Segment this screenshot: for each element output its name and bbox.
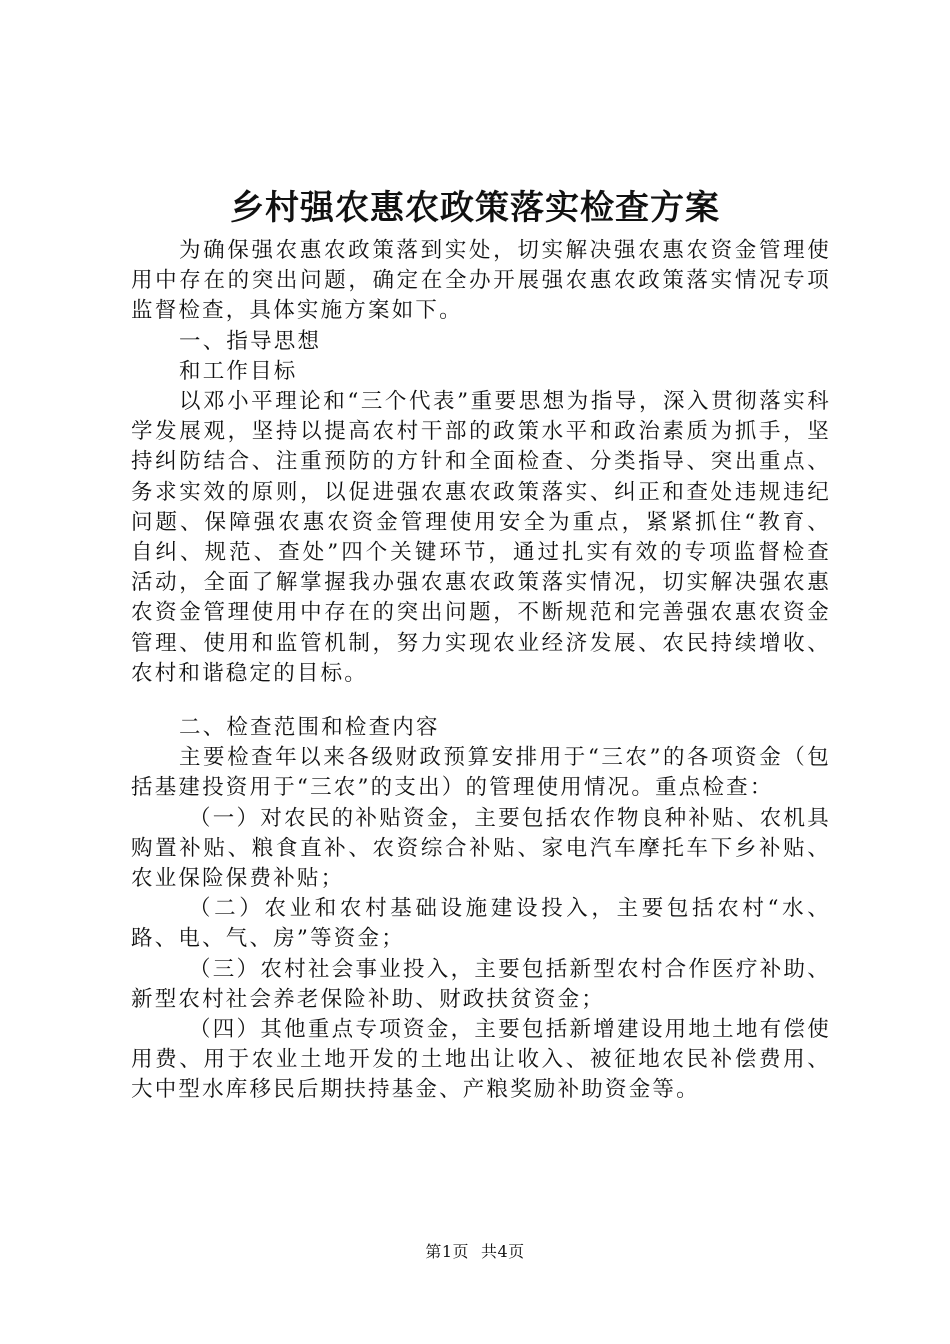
list-item-2: （二）农业和农村基础设施建设投入，主要包括农村“水、路、电、气、房”等资金； bbox=[131, 896, 831, 952]
page-total: 共4页 bbox=[481, 1242, 525, 1261]
section1-heading-continued: 和工作目标 bbox=[179, 358, 298, 384]
list-item-3: （三）农村社会事业投入，主要包括新型农村合作医疗补助、新型农村社会养老保险补助、财政扶贫资金； bbox=[131, 956, 831, 1012]
section2-body: 主要检查年以来各级财政预算安排用于“三农”的各项资金（包括基建投资用于“三农”的支出）的管理使用情况。重点检查： bbox=[131, 745, 831, 801]
page-footer bbox=[0, 1241, 950, 1263]
list-item-1: （一）对农民的补贴资金，主要包括农作物良种补贴、农机具购置补贴、粮食直补、农资综合补贴、家电汽车摩托车下乡补贴、农业保险保费补贴； bbox=[131, 805, 831, 892]
section1-heading: 一、指导思想 bbox=[179, 328, 322, 354]
list-item-4: （四）其他重点专项资金，主要包括新增建设用地土地有偿使用费、用于农业土地开发的土地出让收入、被征地农民补偿费用、大中型水库移民后期扶持基金、产粮奖励补助资金等。 bbox=[131, 1017, 831, 1103]
intro-paragraph: 为确保强农惠农政策落到实处，切实解决强农惠农资金管理使用中存在的突出问题，确定在全办开展强农惠农政策落实情况专项监督检查，具体实施方案如下。 bbox=[131, 238, 831, 324]
page-number: 第1页 bbox=[425, 1242, 469, 1261]
document-body bbox=[131, 236, 831, 1106]
section1-body: 以邓小平理论和“三个代表”重要思想为指导，深入贯彻落实科学发展观，坚持以提高农村干部的政策水平和政治素质为抓手，坚持纠防结合、注重预防的方针和全面检查、分类指导、突出重点、务求实效的原则，以促进强农惠农政策落实、纠正和查处违规违纪问题、保障强农惠农资金管理使用安全为重点，紧紧抓住“教育、自纠、规范、查处”四个关键环节，通过扎实有效的专项监督检查活动，全面了解掌握我办强农惠农政策落实情况，切实解决强农惠农资金管理使用中存在的突出问题，不断规范和完善强农惠农资金管理、使用和监管机制，努力实现农业经济发展、农民持续增收、农村和谐稳定的目标。 bbox=[131, 389, 831, 686]
paragraph-gap bbox=[131, 689, 831, 713]
document-title: 乡村强农惠农政策落实检查方案 bbox=[230, 188, 720, 228]
section2-heading: 二、检查范围和检查内容 bbox=[179, 715, 440, 741]
